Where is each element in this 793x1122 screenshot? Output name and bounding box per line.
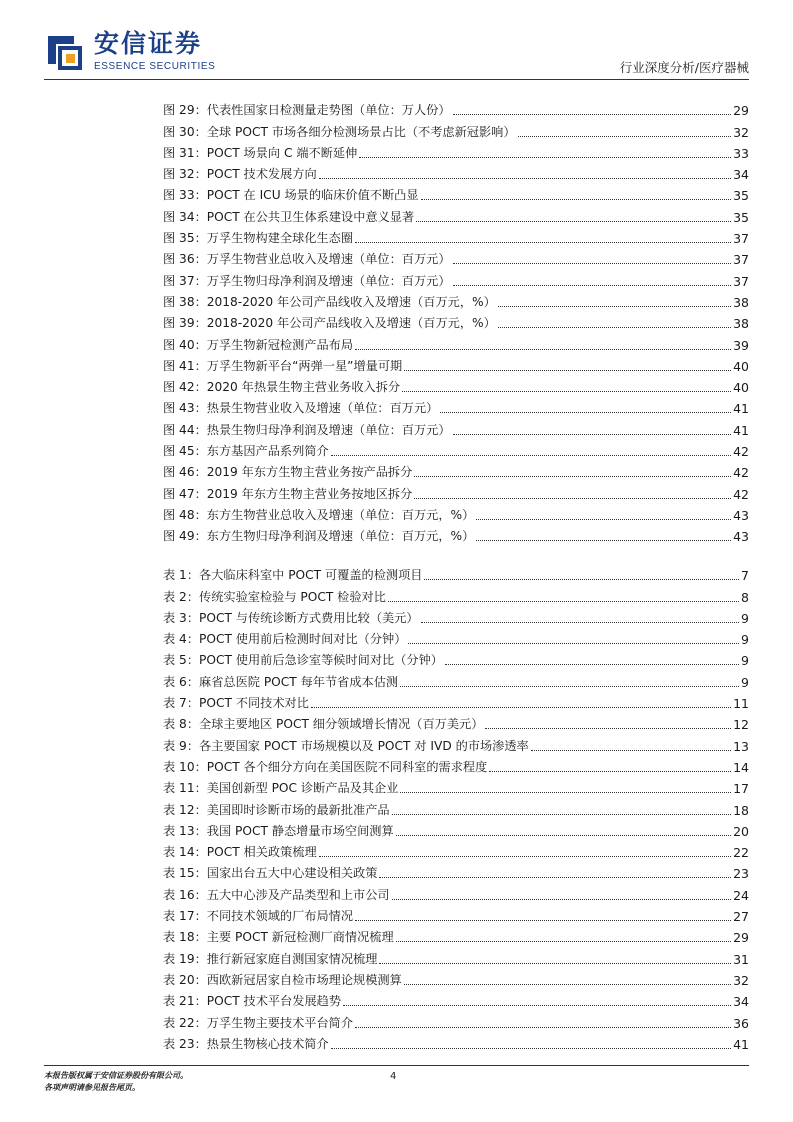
toc-figure-entry[interactable] — [163, 203, 749, 224]
toc-table-entry[interactable] — [163, 967, 749, 988]
toc-entry-page: 17 — [733, 781, 749, 797]
toc-entry-label: 图 30：全球 POCT 市场各细分检测场景占比（不考虑新冠影响） — [163, 124, 516, 139]
footer-copyright: 本报告版权属于安信证券股份有限公司。 — [44, 1071, 188, 1080]
dot-leader — [453, 434, 732, 435]
toc-entry-label: 图 32：POCT 技术发展方向 — [163, 167, 317, 182]
toc-entry-label: 图 37：万孚生物归母净利润及增速（单位：百万元） — [163, 273, 451, 288]
dot-leader — [404, 984, 731, 985]
toc-entry-page: 34 — [733, 167, 749, 183]
dot-leader — [355, 920, 731, 921]
toc-table-entry[interactable] — [163, 562, 749, 583]
toc-entry-page: 40 — [733, 380, 749, 396]
logo-name-en: ESSENCE SECURITIES — [94, 61, 216, 72]
dot-leader — [453, 285, 732, 286]
dot-leader — [485, 728, 731, 729]
toc-entry-label: 图 34：POCT 在公共卫生体系建设中意义显著 — [163, 209, 415, 224]
logo-mark-icon — [44, 30, 84, 70]
toc-entry-label: 表 15：国家出台五大中心建设相关政策 — [163, 866, 378, 881]
toc-entry-page: 40 — [733, 358, 749, 374]
toc-figure-entry[interactable] — [163, 459, 749, 480]
toc-figure-entry[interactable] — [163, 331, 749, 352]
toc-entry-label: 图 46：2019 年东方生物主营业务按产品拆分 — [163, 465, 413, 480]
toc-figure-entry[interactable] — [163, 438, 749, 459]
toc-figure-entry[interactable] — [163, 374, 749, 395]
toc-entry-label: 表 10：POCT 各个细分方向在美国医院不同科室的需求程度 — [163, 759, 488, 774]
footer-notice — [44, 1070, 188, 1094]
dot-leader — [392, 814, 732, 815]
toc-entry-page: 37 — [733, 273, 749, 289]
dot-leader — [421, 199, 732, 200]
toc-entry-page: 23 — [733, 866, 749, 882]
toc-entry-page: 38 — [733, 316, 749, 332]
dot-leader — [414, 476, 731, 477]
toc-table-entry[interactable] — [163, 860, 749, 881]
toc-table-entry[interactable] — [163, 626, 749, 647]
toc-entry-page: 27 — [733, 909, 749, 925]
dot-leader — [440, 412, 731, 413]
dot-leader — [396, 941, 731, 942]
toc-entry-label: 表 3：POCT 与传统诊断方式费用比较（美元） — [163, 610, 419, 625]
figure-list — [163, 97, 749, 544]
toc-table-entry[interactable] — [163, 1031, 749, 1052]
toc-entry-label: 图 39：2018-2020 年公司产品线收入及增速（百万元，%） — [163, 316, 496, 331]
toc-entry-page: 9 — [741, 674, 749, 690]
toc-entry-label: 图 38：2018-2020 年公司产品线收入及增速（百万元，%） — [163, 294, 496, 309]
toc-figure-entry[interactable] — [163, 182, 749, 203]
toc-table-entry[interactable] — [163, 711, 749, 732]
footer-divider — [44, 1065, 749, 1066]
toc-figure-entry[interactable] — [163, 289, 749, 310]
toc-table-entry[interactable] — [163, 775, 749, 796]
toc-entry-label: 表 17：不同技术领域的厂布局情况 — [163, 909, 354, 924]
toc-entry-label: 图 36：万孚生物营业总收入及增速（单位：百万元） — [163, 252, 451, 267]
toc-table-entry[interactable] — [163, 1009, 749, 1030]
dot-leader — [498, 327, 731, 328]
dot-leader — [489, 771, 731, 772]
toc-entry-page: 32 — [733, 124, 749, 140]
toc-table-entry[interactable] — [163, 668, 749, 689]
dot-leader — [404, 370, 731, 371]
toc-entry-label: 图 49：东方生物归母净利润及增速（单位：百万元，%） — [163, 529, 475, 544]
toc-entry-label: 表 22：万孚生物主要技术平台简介 — [163, 1015, 354, 1030]
toc-entry-page: 39 — [733, 337, 749, 353]
dot-leader — [359, 157, 731, 158]
toc-entry-label: 图 29：代表性国家日检测量走势图（单位：万人份） — [163, 103, 451, 118]
toc-entry-page: 11 — [733, 696, 749, 712]
toc-figure-entry[interactable] — [163, 353, 749, 374]
toc-entry-label: 表 8：全球主要地区 POCT 细分领域增长情况（百万美元） — [163, 717, 484, 732]
dot-leader — [331, 455, 731, 456]
toc-entry-page: 41 — [733, 401, 749, 417]
toc-entry-label: 表 21：POCT 技术平台发展趋势 — [163, 994, 342, 1009]
toc-figure-entry[interactable] — [163, 225, 749, 246]
toc-entry-label: 图 44：热景生物归母净利润及增速（单位：百万元） — [163, 422, 451, 437]
dot-leader — [408, 643, 739, 644]
dot-leader — [453, 263, 732, 264]
dot-leader — [531, 750, 731, 751]
toc-entry-page: 29 — [733, 103, 749, 119]
dot-leader — [355, 1027, 731, 1028]
toc-entry-page: 13 — [733, 738, 749, 754]
toc-entry-page: 43 — [733, 507, 749, 523]
toc-entry-page: 38 — [733, 294, 749, 310]
toc-entry-label: 表 2：传统实验室检验与 POCT 检验对比 — [163, 589, 386, 604]
dot-leader — [424, 579, 739, 580]
toc-table-entry[interactable] — [163, 945, 749, 966]
toc-figure-entry[interactable] — [163, 310, 749, 331]
toc-entry-page: 42 — [733, 444, 749, 460]
dot-leader — [414, 498, 731, 499]
toc-figure-entry[interactable] — [163, 161, 749, 182]
dot-leader — [319, 856, 731, 857]
dot-leader — [445, 664, 739, 665]
toc-table-entry[interactable] — [163, 988, 749, 1009]
dot-leader — [355, 349, 731, 350]
dot-leader — [388, 601, 739, 602]
toc-table-entry[interactable] — [163, 605, 749, 626]
dot-leader — [331, 1048, 731, 1049]
toc-table-entry[interactable] — [163, 754, 749, 775]
toc-entry-page: 34 — [733, 994, 749, 1010]
toc-entry-page: 24 — [733, 887, 749, 903]
toc-table-entry[interactable] — [163, 583, 749, 604]
toc-figure-entry[interactable] — [163, 416, 749, 437]
dot-leader — [392, 899, 732, 900]
toc-figure-entry[interactable] — [163, 502, 749, 523]
toc-entry-page: 33 — [733, 145, 749, 161]
dot-leader — [476, 540, 731, 541]
toc-entry-page: 41 — [733, 1036, 749, 1052]
dot-leader — [518, 136, 732, 137]
dot-leader — [343, 1005, 731, 1006]
toc-entry-page: 42 — [733, 486, 749, 502]
toc-table-entry[interactable] — [163, 881, 749, 902]
toc-entry-page: 37 — [733, 231, 749, 247]
toc-entry-label: 表 6：麻省总医院 POCT 每年节省成本估测 — [163, 674, 399, 689]
toc-table-entry[interactable] — [163, 818, 749, 839]
dot-leader — [379, 963, 731, 964]
toc-entry-label: 图 47：2019 年东方生物主营业务按地区拆分 — [163, 486, 413, 501]
dot-leader — [400, 792, 731, 793]
toc-entry-page: 14 — [733, 759, 749, 775]
toc-table-entry[interactable] — [163, 690, 749, 711]
toc-entry-label: 表 12：美国即时诊断市场的最新批准产品 — [163, 802, 390, 817]
toc-entry-page: 9 — [741, 632, 749, 648]
footer-disclaimer: 各项声明请参见报告尾页。 — [44, 1083, 140, 1092]
toc-entry-page: 20 — [733, 823, 749, 839]
toc-table-entry[interactable] — [163, 924, 749, 945]
toc-entry-label: 图 33：POCT 在 ICU 场景的临床价值不断凸显 — [163, 188, 419, 203]
toc-entry-page: 12 — [733, 717, 749, 733]
toc-entry-page: 22 — [733, 845, 749, 861]
toc-entry-label: 表 18：主要 POCT 新冠检测厂商情况梳理 — [163, 930, 394, 945]
toc-figure-entry[interactable] — [163, 267, 749, 288]
toc-entry-page: 35 — [733, 188, 749, 204]
toc-entry-label: 图 48：东方生物营业总收入及增速（单位：百万元，%） — [163, 507, 475, 522]
toc-entry-page: 42 — [733, 465, 749, 481]
dot-leader — [396, 835, 731, 836]
toc-entry-page: 9 — [741, 653, 749, 669]
toc-figure-entry[interactable] — [163, 246, 749, 267]
toc-entry-label: 表 5：POCT 使用前后急诊室等候时间对比（分钟） — [163, 653, 443, 668]
toc-figure-entry[interactable] — [163, 480, 749, 501]
dot-leader — [421, 622, 739, 623]
toc-entry-label: 表 20：西欧新冠居家自检市场理论规模测算 — [163, 972, 402, 987]
toc-entry-label: 图 40：万孚生物新冠检测产品布局 — [163, 337, 354, 352]
dot-leader — [476, 519, 731, 520]
logo-name-cn: 安信证券 — [94, 29, 203, 58]
toc-entry-page: 31 — [733, 951, 749, 967]
toc-entry-label: 图 41：万孚生物新平台“两弹一星”增量可期 — [163, 358, 403, 373]
toc-entry-label: 表 11：美国创新型 POC 诊断产品及其企业 — [163, 781, 399, 796]
toc-entry-page: 43 — [733, 529, 749, 545]
toc-figure-entry[interactable] — [163, 523, 749, 544]
toc-entry-label: 表 23：热景生物核心技术简介 — [163, 1036, 329, 1051]
toc-entry-page: 32 — [733, 972, 749, 988]
dot-leader — [400, 686, 739, 687]
toc-entry-label: 图 45：东方基因产品系列简介 — [163, 444, 329, 459]
toc-entry-page: 35 — [733, 209, 749, 225]
dot-leader — [453, 114, 732, 115]
toc-entry-label: 表 7：POCT 不同技术对比 — [163, 696, 309, 711]
dot-leader — [416, 221, 731, 222]
toc-entry-label: 表 13：我国 POCT 静态增量市场空间测算 — [163, 823, 394, 838]
report-section-title: 行业深度分析/医疗器械 — [619, 60, 749, 75]
company-logo — [44, 28, 244, 78]
toc-figure-entry[interactable] — [163, 140, 749, 161]
toc-table-entry[interactable] — [163, 903, 749, 924]
toc-entry-page: 18 — [733, 802, 749, 818]
toc-entry-label: 图 35：万孚生物构建全球化生态圈 — [163, 231, 354, 246]
table-list — [163, 562, 749, 1052]
dot-leader — [498, 306, 731, 307]
toc-figure-entry[interactable] — [163, 97, 749, 118]
toc-entry-label: 图 42：2020 年热景生物主营业务收入拆分 — [163, 380, 401, 395]
toc-entry-label: 图 43：热景生物营业收入及增速（单位：百万元） — [163, 401, 439, 416]
toc-entry-page: 41 — [733, 422, 749, 438]
page-number: 4 — [390, 1071, 397, 1082]
toc-figure-entry[interactable] — [163, 395, 749, 416]
toc-table-entry[interactable] — [163, 796, 749, 817]
dot-leader — [402, 391, 731, 392]
toc-entry-page: 37 — [733, 252, 749, 268]
dot-leader — [379, 877, 731, 878]
toc-entry-page: 8 — [741, 589, 749, 605]
toc-entry-label: 表 1：各大临床科室中 POCT 可覆盖的检测项目 — [163, 568, 423, 583]
dot-leader — [355, 242, 731, 243]
dot-leader — [319, 178, 731, 179]
toc-entry-label: 表 9：各主要国家 POCT 市场规模以及 POCT 对 IVD 的市场渗透率 — [163, 738, 529, 753]
toc-table-entry[interactable] — [163, 647, 749, 668]
header-divider — [44, 79, 749, 80]
toc-table-entry[interactable] — [163, 839, 749, 860]
dot-leader — [311, 707, 731, 708]
toc-entry-page: 9 — [741, 610, 749, 626]
toc-entry-page: 29 — [733, 930, 749, 946]
toc-entry-label: 图 31：POCT 场景向 C 端不断延伸 — [163, 145, 358, 160]
toc-entry-label: 表 14：POCT 相关政策梳理 — [163, 845, 317, 860]
toc-figure-entry[interactable] — [163, 118, 749, 139]
toc-entry-page: 36 — [733, 1015, 749, 1031]
toc-entry-label: 表 4：POCT 使用前后检测时间对比（分钟） — [163, 632, 407, 647]
toc-entry-label: 表 16：五大中心涉及产品类型和上市公司 — [163, 887, 390, 902]
toc-entry-label: 表 19：推行新冠家庭自测国家情况梳理 — [163, 951, 378, 966]
toc-table-entry[interactable] — [163, 732, 749, 753]
toc-entry-page: 7 — [741, 568, 749, 584]
